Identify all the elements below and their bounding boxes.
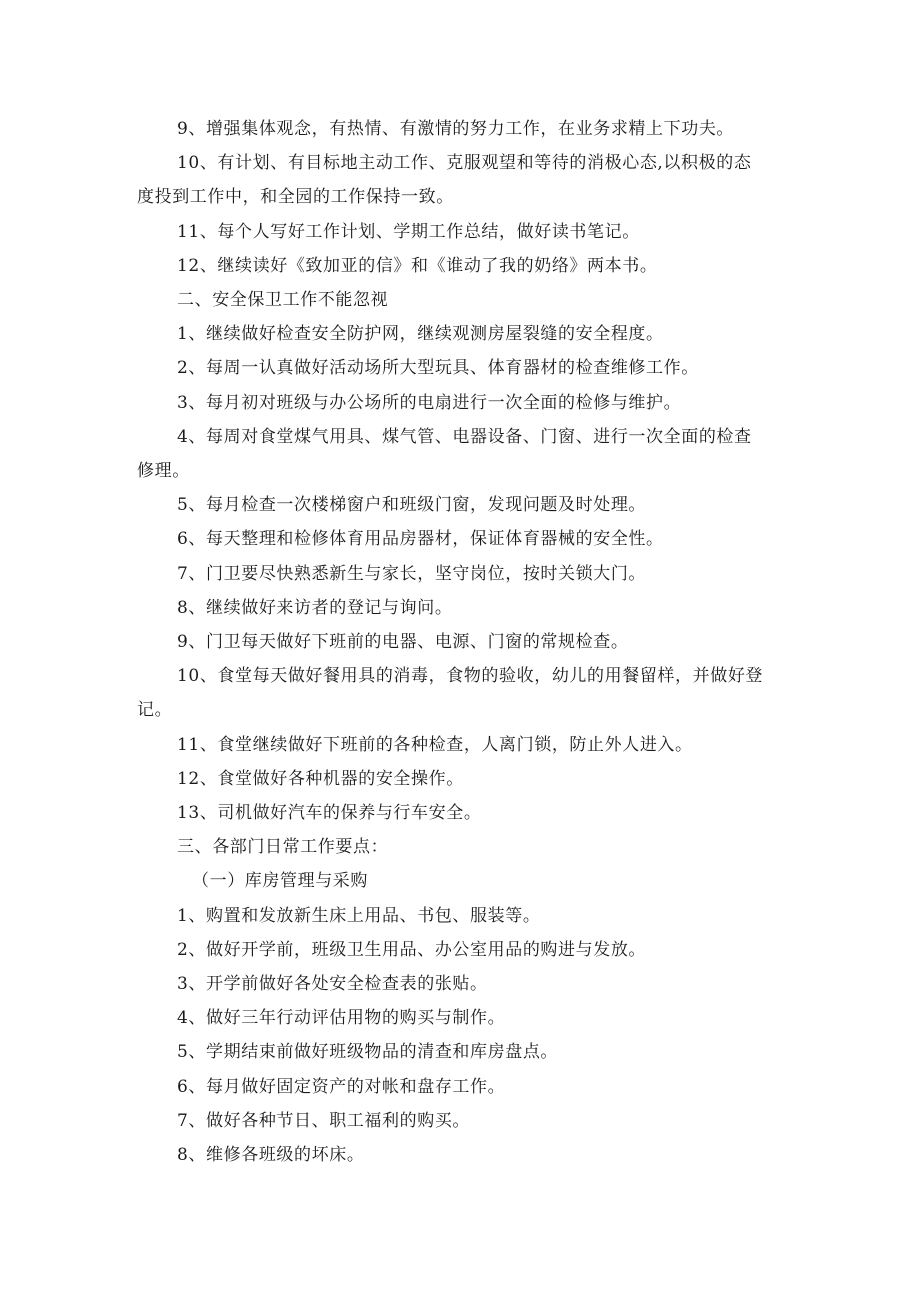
text-line: 1、继续做好检查安全防护网，继续观测房屋裂缝的安全程度。 [177,324,664,345]
document-body [137,112,797,1172]
text-line: 2、每周一认真做好活动场所大型玩具、体育器材的检查维修工作。 [177,358,699,379]
text-line: 记。 [137,700,173,721]
text-line: 3、每月初对班级与办公场所的电扇进行一次全面的检修与维护。 [177,392,682,413]
text-line: 9、门卫每天做好下班前的电器、电源、门窗的常规检查。 [177,632,629,653]
text-line: 9、增强集体观念，有热情、有激情的努力工作，在业务求精上下功夫。 [177,119,735,139]
text-line: 2、做好开学前，班级卫生用品、办公室用品的购进与发放。 [177,939,647,960]
text-line: 11、食堂继续做好下班前的各种检查，人离门锁，防止外人进入。 [177,734,693,755]
text-line: 10、食堂每天做好餐用具的消毒，食物的验收，幼儿的用餐留样，并做好登 [177,666,764,687]
text-line: 5、学期结束前做好班级物品的清查和库房盘点。 [177,1042,559,1063]
text-line: 12、继续读好《致加亚的信》和《谁动了我的奶络》两本书。 [177,255,658,276]
text-line: 二、安全保卫工作不能忽视 [177,290,389,311]
text-line: 6、每月做好固定资产的对帐和盘存工作。 [177,1076,506,1097]
text-line: 8、继续做好来访者的登记与询问。 [177,597,453,618]
text-line: 4、做好三年行动评估用物的购买与制作。 [177,1008,506,1029]
text-line: 6、每天整理和检修体育用品房器材，保证体育器械的安全性。 [177,529,664,550]
text-line: 10、有计划、有目标地主动工作、克服观望和等待的消极心态,以积极的态 [177,153,752,174]
text-line: （一）库房管理与采购 [192,871,368,892]
text-line: 1、购置和发放新生床上用品、书包、服装等。 [177,905,541,926]
text-line: 7、门卫要尽快熟悉新生与家长，坚守岗位，按时关锁大门。 [177,563,647,584]
text-line: 4、每周对食堂煤气用具、煤气管、电器设备、门窗、进行一次全面的检查 [177,426,752,447]
text-line: 修理。 [137,461,190,482]
text-line: 8、维修各班级的坏床。 [177,1145,365,1166]
text-line: 度投到工作中，和全园的工作保持一致。 [137,187,454,208]
text-line: 7、做好各种节日、职工福利的购买。 [177,1110,471,1131]
text-line: 11、每个人写好工作计划、学期工作总结，做好读书笔记。 [177,221,640,242]
text-line: 12、食堂做好各种机器的安全操作。 [177,768,464,789]
text-line: 5、每月检查一次楼梯窗户和班级门窗，发现问题及时处理。 [177,495,647,516]
text-line: 13、司机做好汽车的保养与行车安全。 [177,803,482,824]
text-line: 三、各部门日常工作要点： [177,837,389,858]
text-line: 3、开学前做好各处安全检查表的张贴。 [177,974,488,995]
